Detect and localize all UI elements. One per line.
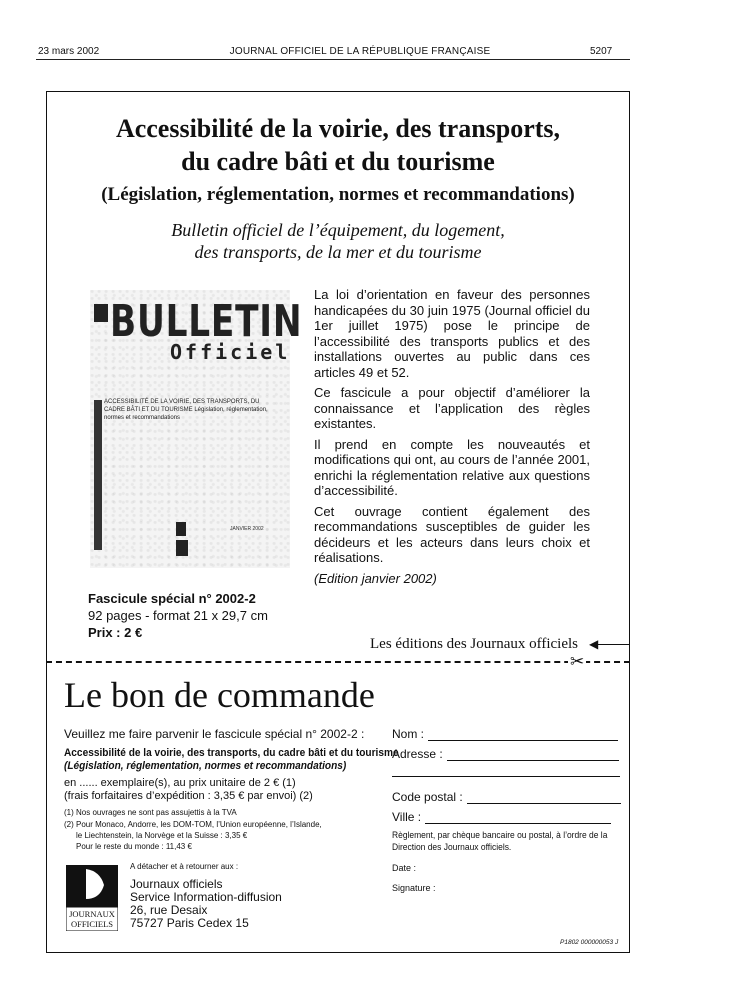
description-column: [314, 287, 590, 591]
description-edition: (Edition janvier 2002): [314, 570, 437, 586]
order-request: Veuillez me faire parvenir le fascicule spécial n° 2002-2 :: [64, 727, 365, 741]
description-paragraph-3: Il prend en compte les nouveautés et modifications qui ont, au cours de l’année 2001, enrichi la réglementation relative aux questions d’accessibilité.: [314, 436, 590, 498]
signature-field[interactable]: Signature :: [392, 883, 436, 893]
bulletin-cover-image: [90, 290, 303, 568]
postal-code-field[interactable]: [392, 790, 621, 804]
address-field[interactable]: [392, 747, 619, 761]
detach-instruction: A détacher et à retourner aux :: [130, 862, 239, 871]
header-page-number: 5207: [590, 46, 613, 57]
payment-instruction: Règlement, par chèque bancaire ou postal, à l’ordre de la Direction des Journaux officiels.: [392, 830, 608, 852]
cover-title-text: ACCESSIBILITÉ DE LA VOIRIE, DES TRANSPORTS, DU CADRE BÂTI ET DU TOURISME Législation, réglementation, normes et recommandations: [104, 399, 268, 421]
cover-officiel-word: Officiel: [170, 340, 291, 364]
logo-text-line-1: JOURNAUX: [69, 909, 115, 919]
desc-p1: La loi d’orientation en faveur des personnes handicapées du 30 juin 1975 (Journal officiel du 1er juillet 1975) pose le principe de l’accessibilité des transports publics et des installations ouvertes au public dans ces articles 49 et 52.: [314, 287, 590, 380]
page-format: 92 pages - format 21 x 29,7 cm: [88, 608, 268, 623]
order-quantity[interactable]: en ...... exemplaire(s), au prix unitaire de 2 € (1): [64, 777, 296, 789]
city-field[interactable]: [392, 810, 611, 824]
address-line: 75727 Paris Cedex 15: [130, 916, 249, 930]
editions-label: Les éditions des Journaux officiels: [370, 636, 579, 652]
name-label: Nom :: [392, 727, 425, 741]
header-date: 23 mars 2002: [38, 46, 100, 57]
order-item-title: Accessibilité de la voirie, des transports, du cadre bâti et du tourisme: [64, 747, 399, 759]
description-paragraph-1: [314, 287, 590, 380]
fascicule-number: Fascicule spécial n° 2002-2: [88, 591, 256, 606]
cover-logo-mark-2: [176, 540, 188, 556]
address-line: Journaux officiels: [130, 877, 223, 891]
logo-text-line-2: OFFICIELS: [70, 919, 114, 929]
address-line: Service Information-diffusion: [130, 890, 282, 904]
cover-side-bar: [94, 400, 102, 550]
footnote-2: (2) Pour Monaco, Andorre, les DOM-TOM, l’Union européenne, l’Islande,: [64, 820, 322, 829]
cover-black-block: [94, 304, 108, 322]
subtitle-line-2: des transports, de la mer et du tourisme: [194, 242, 482, 262]
cut-line: [46, 661, 630, 663]
title-line-2: du cadre bâti et du tourisme: [181, 147, 495, 176]
address-line: 26, rue Desaix: [130, 903, 208, 917]
description-paragraph-4: Cet ouvrage contient également des recommandations susceptibles de guider les décideurs et les acteurs dans leurs choix et réalisations.: [314, 503, 590, 565]
order-shipping: (frais forfaitaires d’expédition : 3,35 € par envoi) (2): [64, 790, 313, 802]
logo-text: [66, 909, 118, 929]
address-label: Adresse :: [392, 747, 443, 761]
footnote-2-world: Pour le reste du monde : 11,43 €: [76, 842, 192, 851]
subtitle-line-1: Bulletin officiel de l’équipement, du logement,: [171, 220, 505, 240]
name-field[interactable]: [392, 727, 618, 741]
order-form-title: Le bon de commande: [64, 675, 375, 715]
header-rule: [36, 59, 630, 60]
date-field[interactable]: Date :: [392, 863, 417, 873]
footnote-2-cont: le Liechtenstein, la Norvège et la Suisse : 3,35 €: [76, 831, 248, 840]
description-paragraph-2: Ce fascicule a pour objectif d’améliorer la connaissance et l’application des règles existantes.: [314, 385, 590, 431]
return-address: [130, 878, 282, 930]
reference-code: P1802 000000053 J: [560, 939, 619, 946]
price: Prix : 2 €: [88, 625, 143, 640]
cover-logo-mark: [176, 522, 186, 536]
order-item-subtitle: (Législation, réglementation, normes et recommandations): [64, 760, 347, 772]
arrow-line: [597, 644, 629, 645]
header-journal-title: JOURNAL OFFICIEL DE LA RÉPUBLIQUE FRANÇAISE: [229, 46, 491, 57]
cover-bulletin-word: BULLETIN: [110, 296, 303, 347]
arrow-left-icon: ◀: [589, 637, 599, 651]
footnote-1: (1) Nos ouvrages ne sont pas assujettis à la TVA: [64, 808, 237, 817]
title-line-3: (Législation, réglementation, normes et recommandations): [101, 184, 575, 205]
address-field-line-2[interactable]: [392, 776, 620, 777]
cover-edition: JANVIER 2002: [230, 526, 264, 532]
city-label: Ville :: [392, 810, 422, 824]
scissors-icon: ✂: [570, 652, 585, 671]
title-line-1: Accessibilité de la voirie, des transports,: [115, 114, 561, 143]
postal-code-label: Code postal :: [392, 790, 463, 804]
